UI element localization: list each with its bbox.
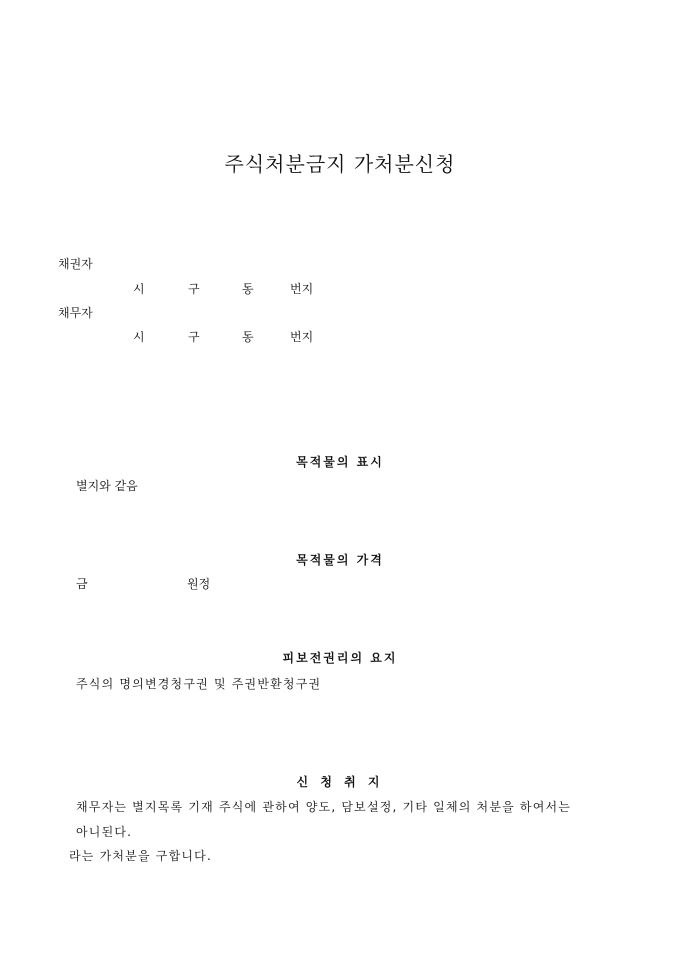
application-purpose-line3: 라는 가처분을 구합니다. xyxy=(69,849,212,863)
object-price-suffix: 원정 xyxy=(187,577,211,591)
application-purpose-line1: 채무자는 별지목록 기재 주식에 관하여 양도, 담보설정, 기타 일체의 처분을 하여서는 xyxy=(76,800,572,814)
debtor-address-si: 시 xyxy=(133,330,145,344)
object-price-prefix: 금 xyxy=(76,577,88,591)
object-display-heading: 목적물의 표시 xyxy=(296,455,384,469)
debtor-address-dong: 동 xyxy=(242,330,254,344)
creditor-address-beonji: 번지 xyxy=(290,282,314,296)
object-display-text: 별지와 같음 xyxy=(76,479,138,493)
creditor-address-dong: 동 xyxy=(242,282,254,296)
document-title: 주식처분금지 가처분신청 xyxy=(224,152,456,176)
debtor-address-gu: 구 xyxy=(188,330,200,344)
object-price-heading: 목적물의 가격 xyxy=(296,553,384,567)
preserved-right-heading: 피보전권리의 요지 xyxy=(282,651,398,665)
application-purpose-line2: 아니된다. xyxy=(76,825,133,839)
debtor-address-beonji: 번지 xyxy=(290,330,314,344)
creditor-label: 채권자 xyxy=(58,257,93,271)
debtor-label: 채무자 xyxy=(58,306,93,320)
creditor-address-gu: 구 xyxy=(188,282,200,296)
application-purpose-heading: 신 청 취 지 xyxy=(296,775,384,789)
creditor-address-si: 시 xyxy=(133,282,145,296)
preserved-right-text: 주식의 명의변경청구권 및 주권반환청구권 xyxy=(76,677,322,691)
